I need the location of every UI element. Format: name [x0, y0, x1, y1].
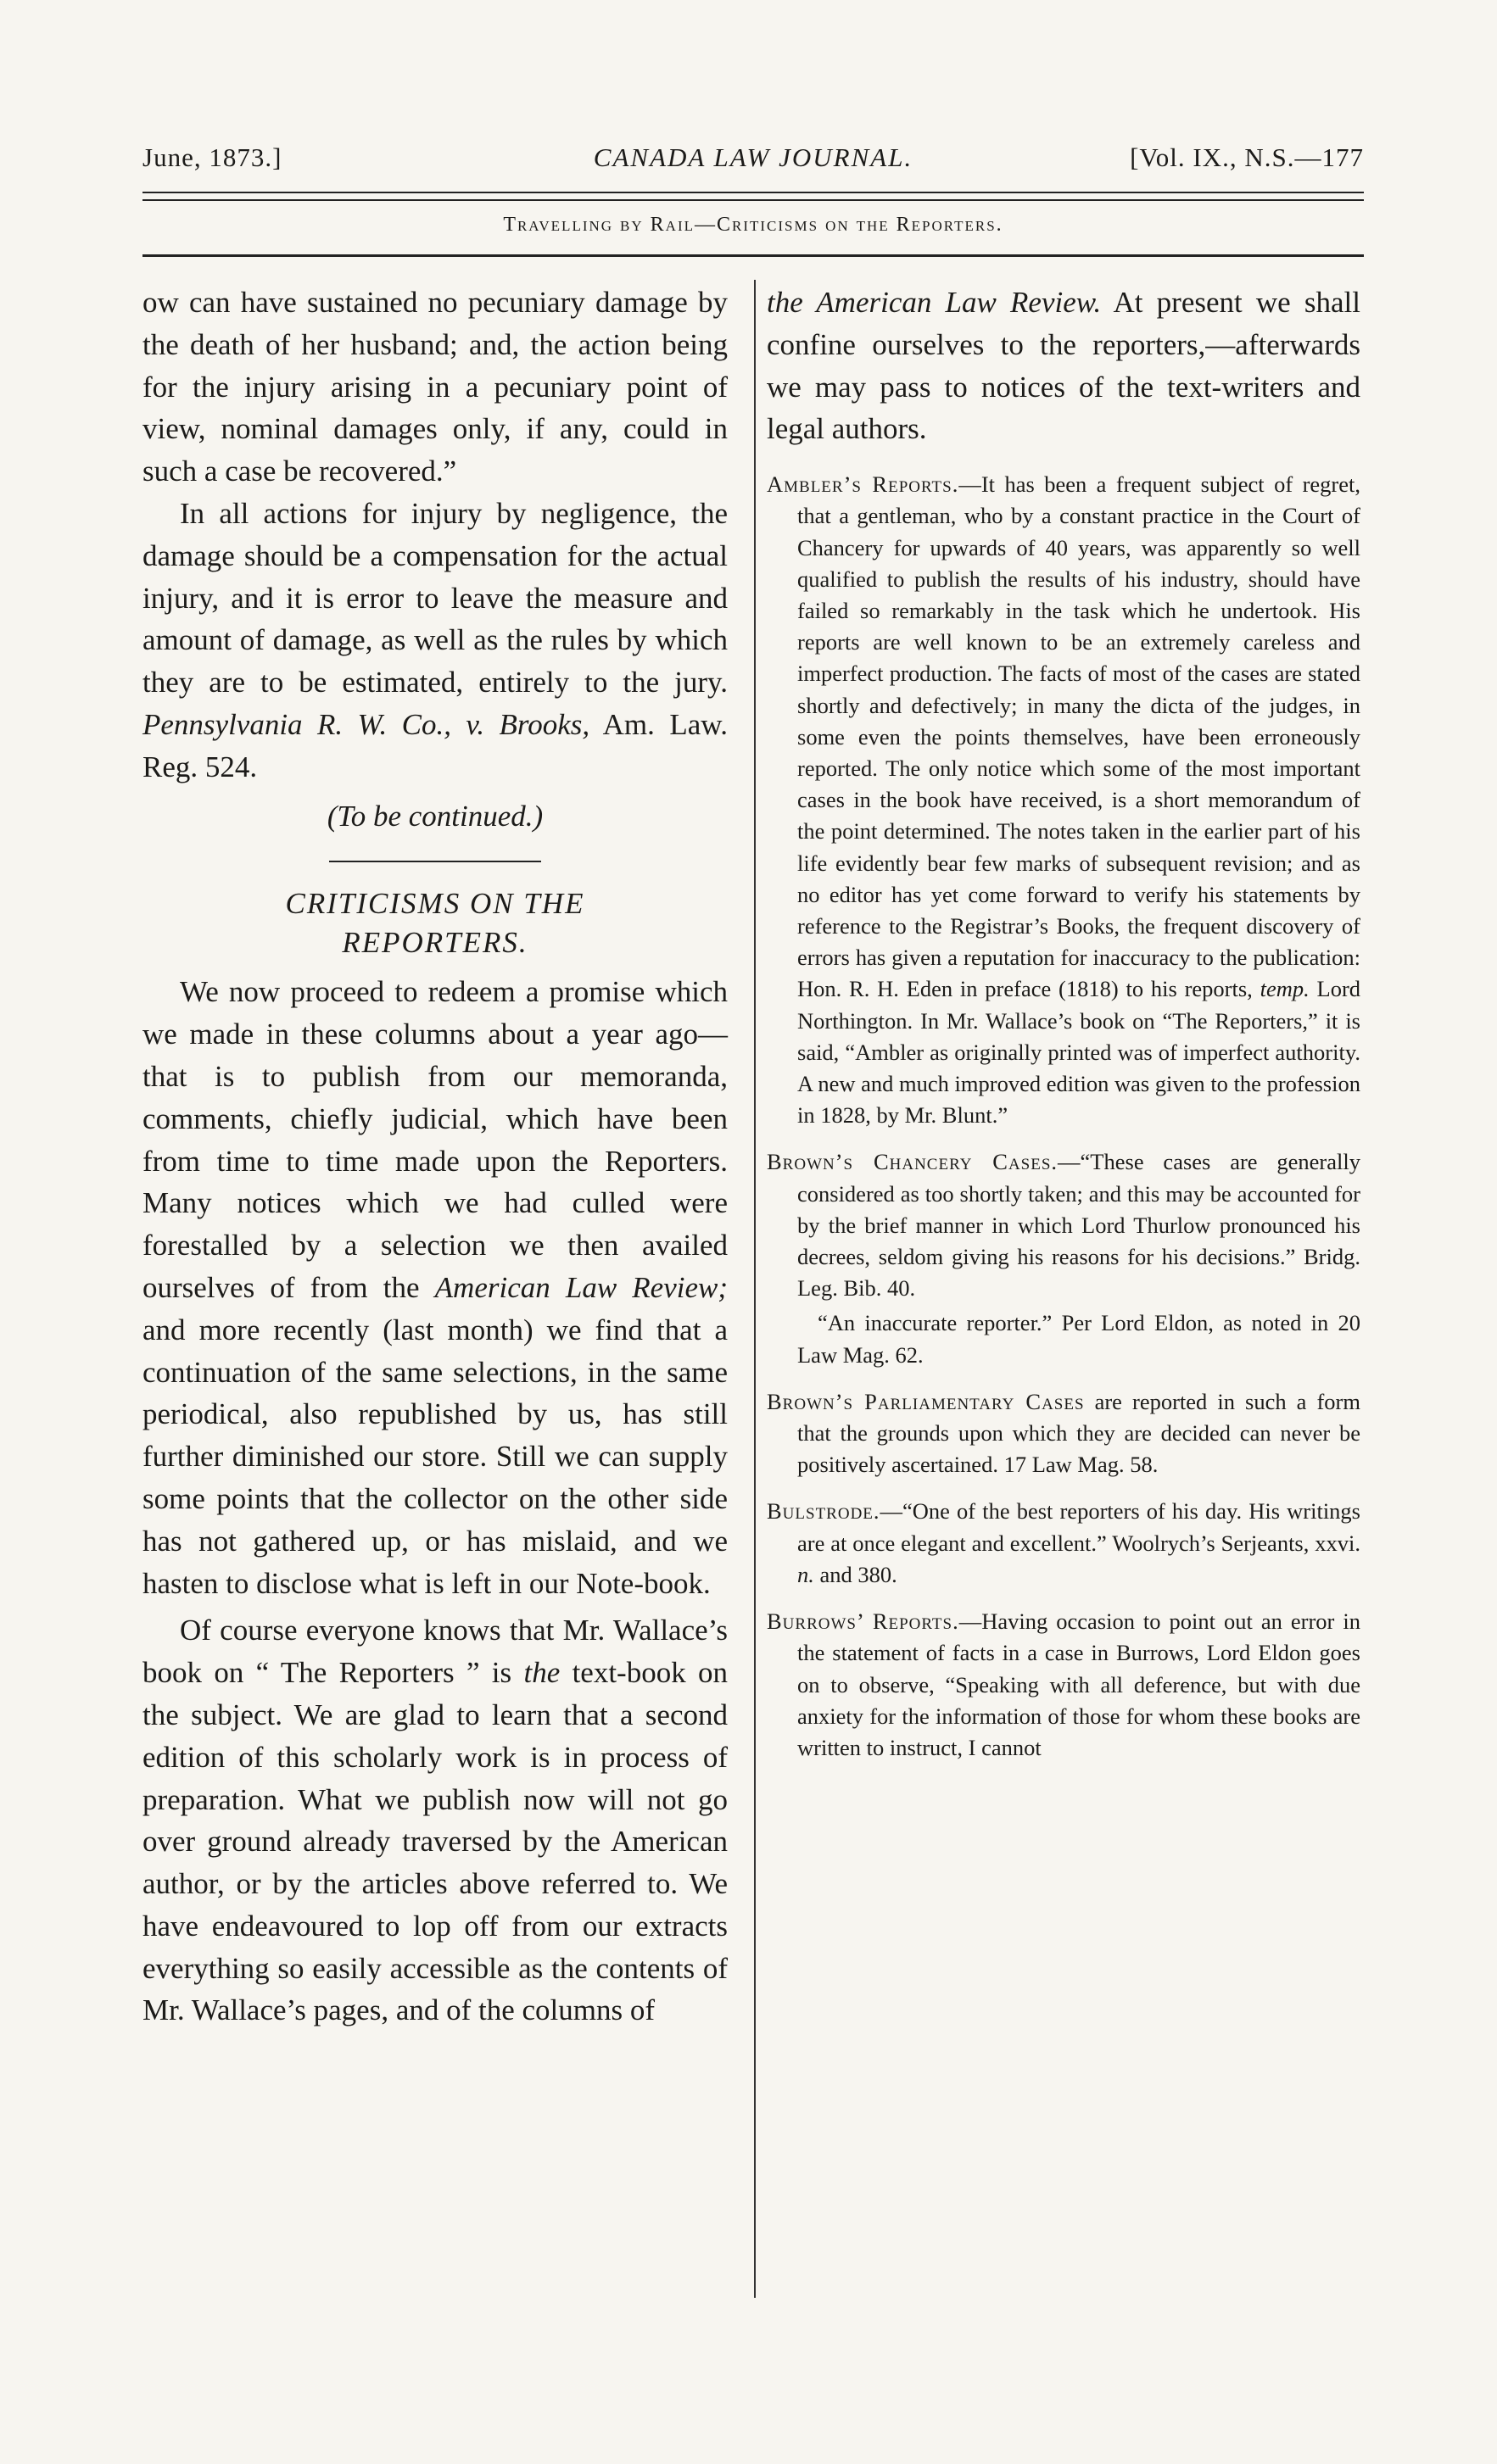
section-subhead: Travelling by Rail—Criticisms on the Reporters. — [503, 214, 1003, 236]
promise-text-a: We now proceed to redeem a promise which we made in these columns about a year ago—that is to publish from our memoranda, comments, chiefly judicial, which have been from time to time made upon the Reporters. Many notices which we had culled were forestalled by a selection we then availed ourselves of from the — [142, 975, 728, 1304]
running-head — [142, 142, 1364, 180]
header-rule — [142, 254, 1364, 257]
entry-bulstrode-head: Bulstrode. — [767, 1498, 880, 1525]
paragraph-continued-quote: ow can have sustained no pecuniary damage by the death of her husband; and, the action being for the injury arising in a pecuniary point of view, nominal damages only, if any, could in such a case be recovered.” — [142, 286, 728, 488]
header-journal-title: CANADA LAW JOURNAL. — [593, 142, 913, 172]
article-title — [142, 884, 728, 962]
entry-burrows — [767, 1606, 1360, 1764]
negligence-text: In all actions for injury by negligence, the damage should be a compensation for the actual injury, and it is error to leave the measure and amount of damage, as well as the rules by which they are to be estimated, entirely to the jury. — [142, 496, 728, 700]
entry-ambler — [767, 469, 1360, 1131]
entry-brown-parliamentary-text: are reported in such a form that the grounds upon which they are decided can never be positively ascertained. 17 Law Mag. 58. — [797, 1388, 1360, 1478]
promise-text-b: and more recently (last month) we find that a continuation of the same selections, in the same periodical, also republished by us, has still further diminished our store. Still we can supply some points that the collector on the other side has not gathered up, or has mislaid, and we hasten to disclose what is left in our Note-book. — [142, 1313, 728, 1600]
entry-brown-chancery-head: Brown’s Chancery Cases. — [767, 1149, 1059, 1175]
entry-ambler-temp: temp. — [1260, 976, 1310, 1002]
entry-burrows-text: —Having occasion to point out an error in the statement of facts in a case in Burrows, Lord Eldon goes on to observe, “Speaking with all deference, but with due anxiety for the information of those for whom these books are written to instruct, I cannot — [797, 1608, 1360, 1760]
paragraph-wallace — [142, 1609, 728, 2032]
entry-brown-parliamentary — [767, 1386, 1360, 1481]
paragraph-negligence — [142, 493, 728, 789]
entry-brown-chancery-text: —“These cases are generally considered as too shortly taken; and this may be accounted for by the brief manner in which Lord Thurlow pronounced his decrees, seldom giving his reasons for his decisions.” Bridg. Leg. Bib. 40. — [797, 1149, 1360, 1302]
section-separator — [329, 861, 541, 862]
entry-burrows-head: Burrows’ Reports. — [767, 1608, 959, 1635]
entry-ambler-text-b: Lord Northington. In Mr. Wallace’s book on “The Reporters,” it is said, “Ambler as originally printed was of imperfect authority. A new and much improved edition was given to the profession in 1828, by Mr. Blunt.” — [797, 976, 1361, 1129]
entry-ambler-text-a: —It has been a frequent subject of regret, that a gentleman, who by a constant practice in the Court of Chancery for upwards of 40 years, was apparently so well qualified to publish the results of his industry, should have failed so remarkably in the task which he undertook. His reports are well known to be an extremely careless and imperfect production. The facts of most of the cases are stated shortly and defectively; in many the dicta of the judges, in some even the points themselves, have been erroneously reported. The only notice which some of the most important cases in the book have received, is a short memorandum of the point determined. The notes taken in the earlier part of his life evidently bear few marks of subsequent revision; and as no editor has yet come forward to verify his statements by reference to the Registrar’s Books, the frequent discovery of errors has given a reputation for inaccuracy to the publication: Hon. R. H. Eden in preface (1818) to his reports, — [797, 471, 1360, 1002]
entry-ambler-head: Ambler’s Reports. — [767, 471, 959, 498]
wallace-emphasis: the — [523, 1656, 561, 1690]
article-title-line1: CRITICISMS ON THE — [285, 887, 585, 921]
intro-review-title: the American Law Review. — [767, 286, 1102, 319]
paragraph-intro — [767, 282, 1360, 450]
header-volume-page: [Vol. IX., N.S.—177 — [1130, 142, 1364, 172]
entry-brown-chancery — [767, 1146, 1360, 1304]
paragraph-promise — [142, 971, 728, 1604]
to-be-continued: (To be continued.) — [327, 799, 544, 833]
header-date: June, 1873.] — [142, 142, 282, 172]
case-name: Pennsylvania R. W. Co., v. Brooks, — [142, 707, 590, 741]
wallace-text-a: Of course everyone knows that Mr. Wallace’s book on “ The Reporters ” is — [142, 1614, 728, 1690]
entry-brown-chancery-note: “An inaccurate reporter.” Per Lord Eldon, as noted in 20 Law Mag. 62. — [797, 1310, 1360, 1368]
entry-bulstrode — [767, 1496, 1360, 1591]
entry-bulstrode-text-b: and 380. — [819, 1561, 897, 1587]
header-double-rule — [142, 192, 1364, 201]
left-column — [142, 282, 728, 2032]
entry-bulstrode-note: n. — [797, 1561, 814, 1587]
intro-text: At present we shall confine ourselves to the reporters,—afterwards we may pass to notices of the text-writers and legal authors. — [767, 286, 1360, 446]
column-divider — [754, 280, 756, 2298]
promise-review-title: American Law Review; — [434, 1270, 729, 1304]
entry-brown-parliamentary-head: Brown’s Parliamentary Cases — [767, 1388, 1085, 1414]
case-citation: Am. Law. Reg. 524. — [142, 707, 728, 783]
wallace-text-b: text-book on the subject. We are glad to learn that a second edition of this scholarly work is in process of preparation. What we publish now will not go over ground already traversed by the American author, or by the articles above referred to. We have endeavoured to lop off from our extracts everything so easily accessible as the contents of Mr. Wallace’s pages, and of the columns of — [142, 1656, 729, 2027]
entry-bulstrode-text-a: —“One of the best reporters of his day. His writings are at once elegant and excellent.” Woolrych’s Serjeants, xxvi. — [797, 1498, 1360, 1556]
right-column — [767, 282, 1360, 1779]
article-title-line2: REPORTERS. — [342, 926, 528, 960]
